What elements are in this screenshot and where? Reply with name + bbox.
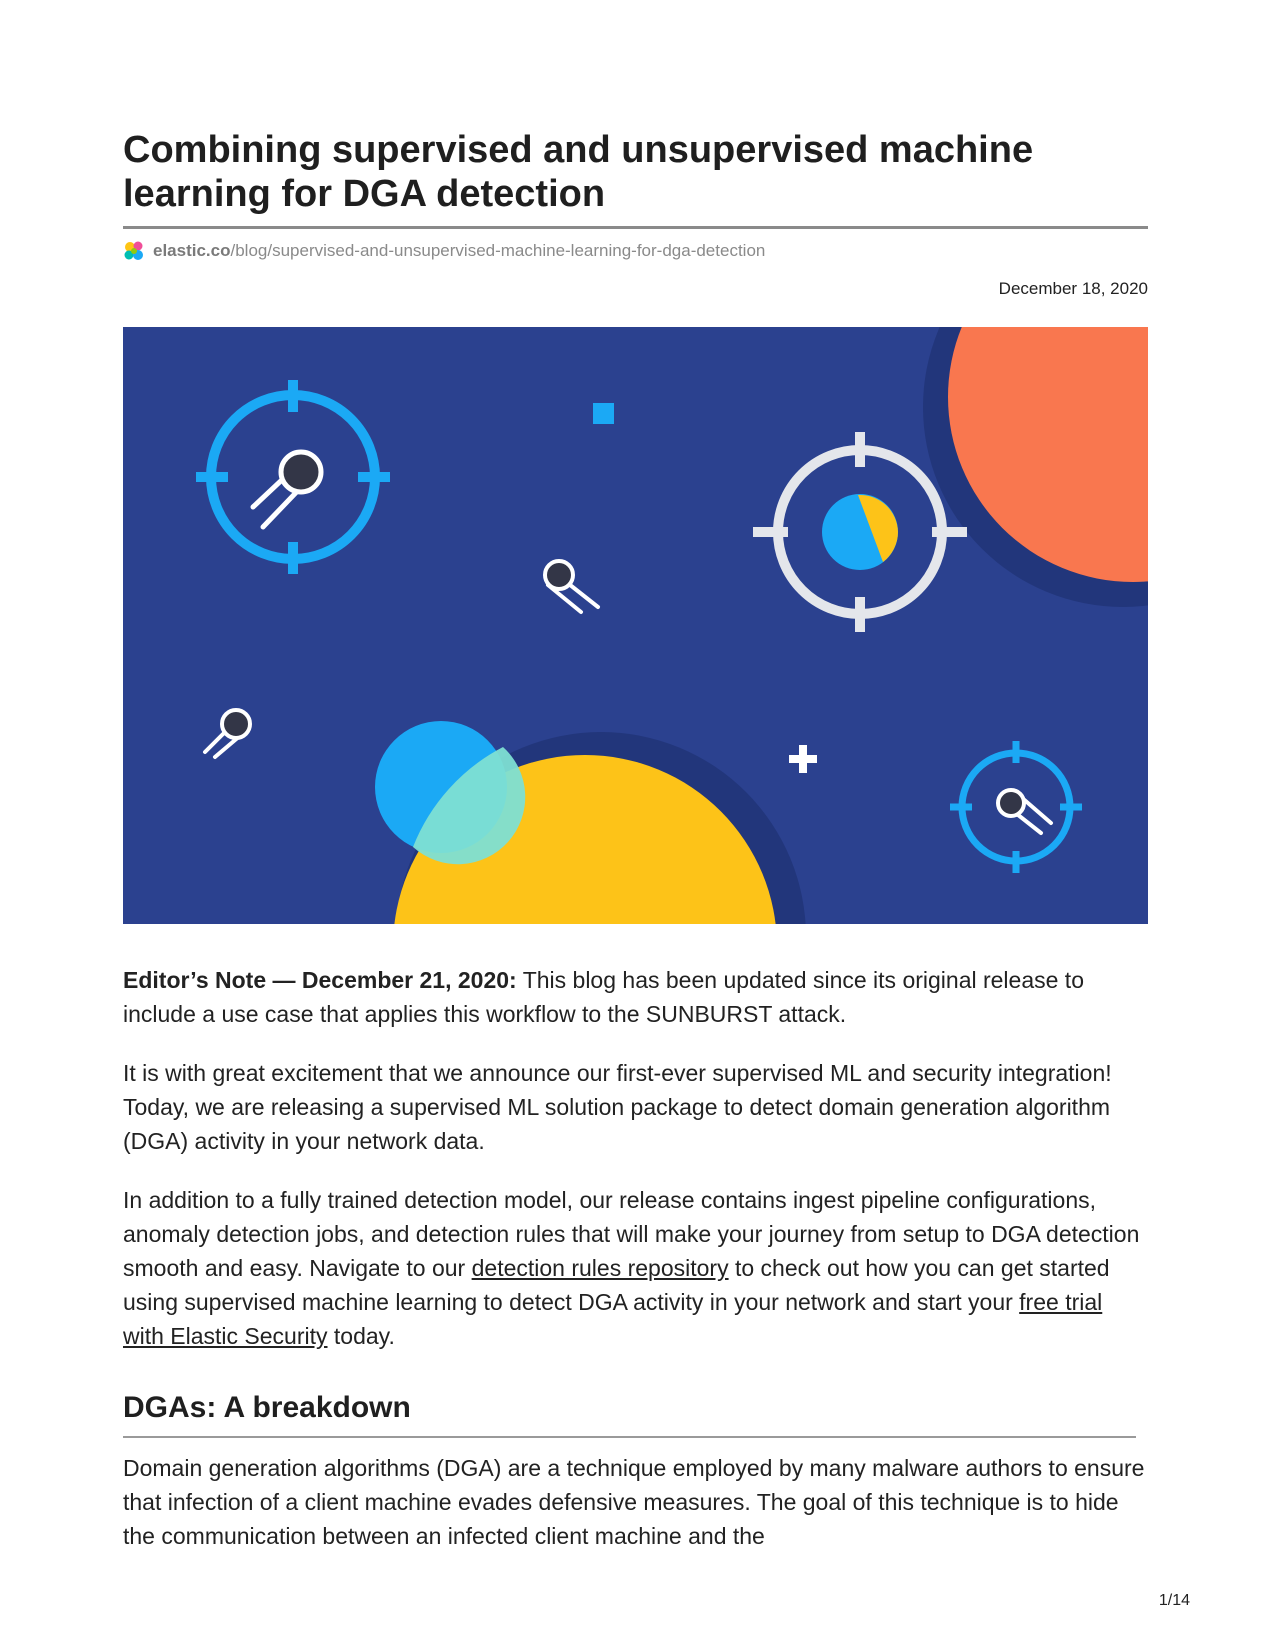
free-trial-link[interactable]: free trial with Elastic Security: [123, 1289, 1103, 1349]
elastic-logo-icon: [123, 240, 145, 262]
detection-rules-link[interactable]: detection rules repository: [471, 1255, 729, 1281]
source-link[interactable]: [153, 241, 765, 261]
editor-note: [123, 963, 1148, 1031]
title-divider: [123, 226, 1148, 229]
intro-paragraph: It is with great excitement that we announce our first-ever supervised ML and security integration! Today, we are releasing a supervised ML solution package to detect domain generation algorithm (DGA) activity in your network data.: [123, 1060, 1112, 1154]
source-path: /blog/supervised-and-unsupervised-machine-learning-for-dga-detection: [230, 241, 766, 260]
editor-note-label: Editor’s Note — December 21, 2020:: [123, 967, 517, 993]
hero-illustration: [123, 327, 1148, 924]
section-divider: [123, 1436, 1136, 1438]
article-title: Combining supervised and unsupervised machine learning for DGA detection: [123, 129, 1034, 215]
source-domain: elastic.co: [153, 241, 231, 260]
editor-note-text: This blog has been updated since its original release to include a use case that applies this workflow to the SUNBURST attack.: [123, 967, 1084, 1027]
details-text-1: In addition to a fully trained detection model, our release contains ingest pipeline configurations, anomaly detection jobs, and detection rules that will make your journey from setup to DGA detection smooth and easy. Navigate to our: [123, 1187, 1140, 1281]
details-text-3: today.: [327, 1323, 395, 1349]
details-paragraph: [123, 1183, 1148, 1353]
section-paragraph: Domain generation algorithms (DGA) are a technique employed by many malware authors to ensure that infection of a client machine evades defensive measures. The goal of this technique is to hide the communication between an infected client machine and the: [123, 1455, 1145, 1549]
details-text-2: to check out how you can get started using supervised machine learning to detect DGA activity in your network and start your: [123, 1255, 1110, 1315]
publish-date: December 18, 2020: [998, 279, 1148, 298]
section-heading: DGAs: A breakdown: [123, 1391, 411, 1424]
source-line: [123, 238, 765, 264]
blue-square-shape: [593, 403, 614, 424]
page-number: 1/14: [1158, 1592, 1190, 1609]
